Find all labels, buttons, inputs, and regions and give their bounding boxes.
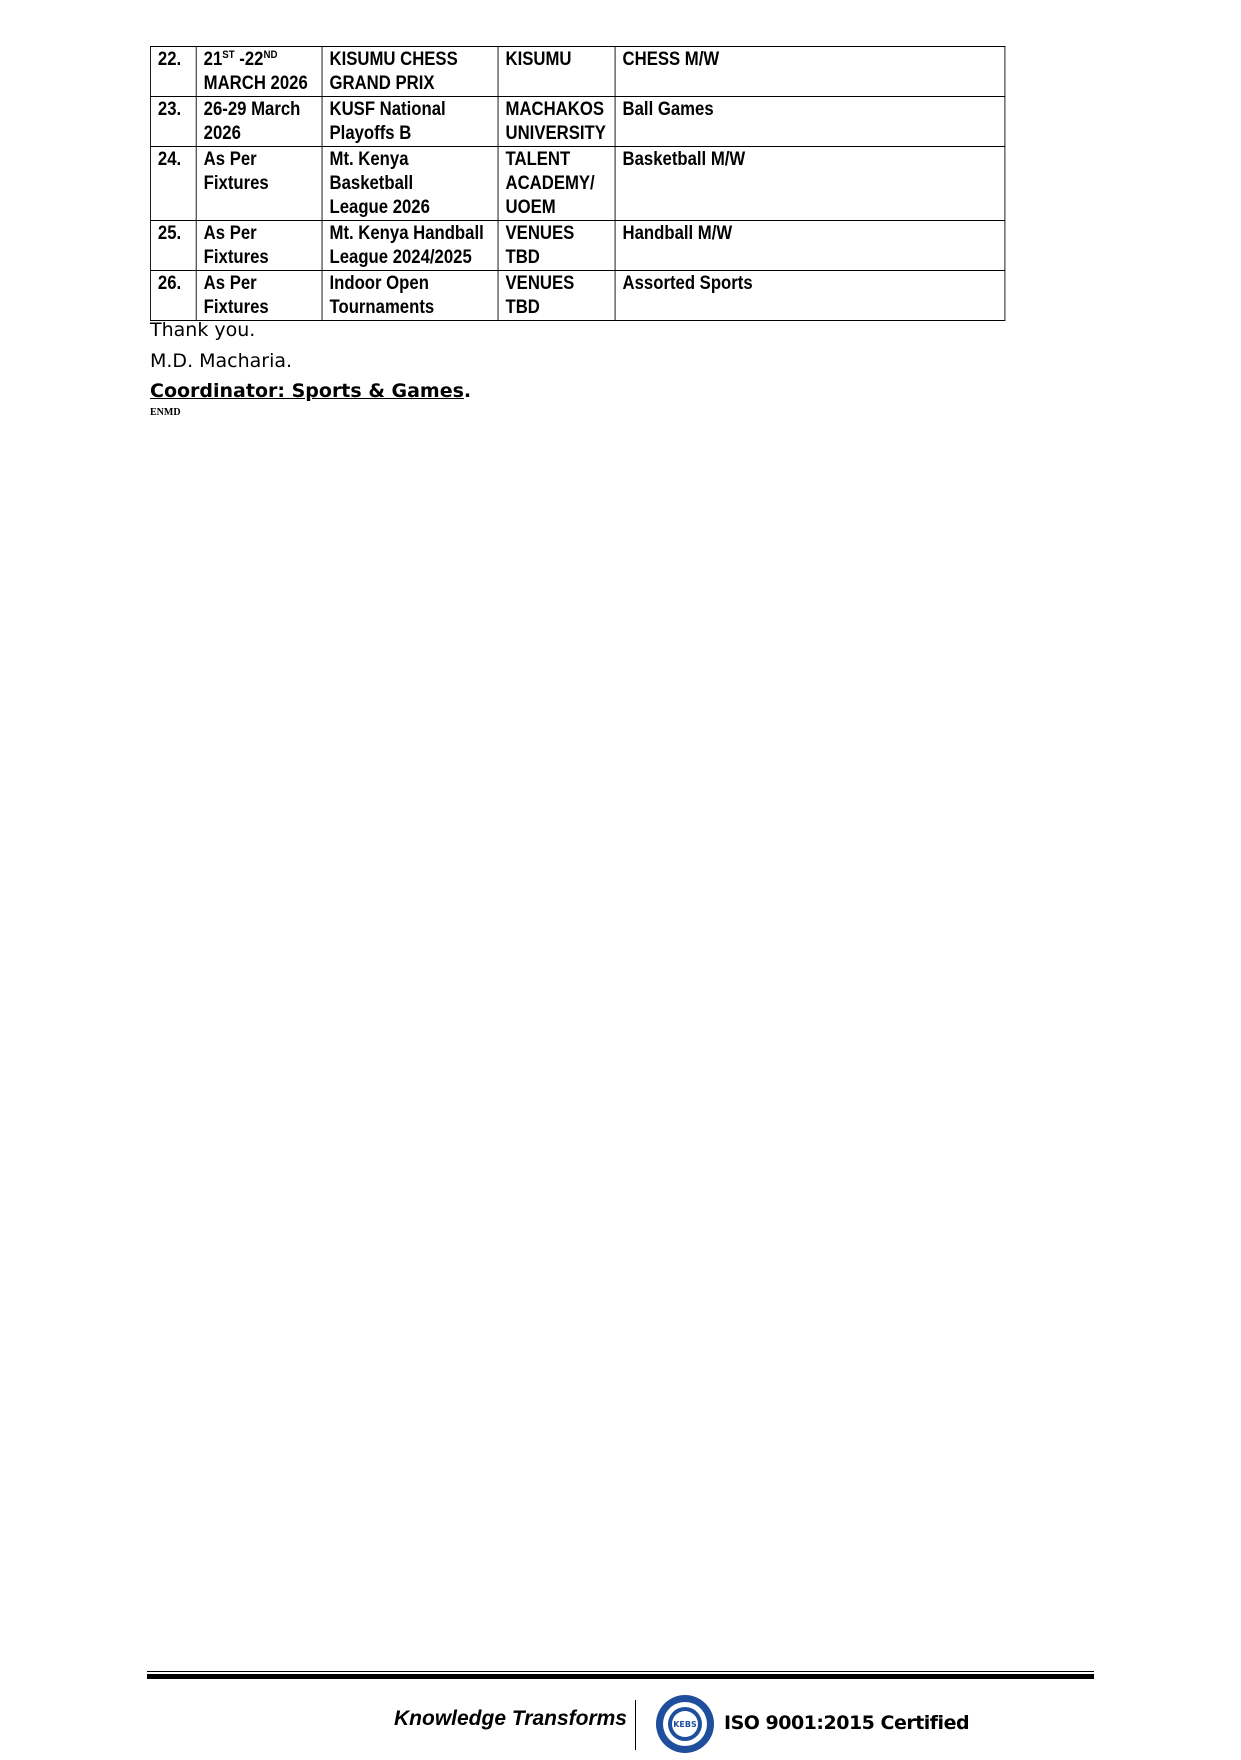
- event-sport: CHESS M/W: [615, 47, 1005, 97]
- row-number: 22.: [150, 47, 196, 97]
- row-number: 26.: [150, 271, 196, 321]
- event-venue: VENUES TBD: [498, 221, 615, 271]
- footer-vertical-divider: [635, 1700, 636, 1750]
- signatory-name: M.D. Macharia.: [150, 350, 293, 372]
- events-schedule-table: [150, 46, 1005, 321]
- reference-initials: ENMD: [150, 407, 181, 418]
- table-row: [150, 47, 1004, 97]
- kebs-seal-icon: [652, 1693, 718, 1755]
- row-number: 24.: [150, 147, 196, 221]
- closing-thanks: Thank you.: [150, 319, 256, 341]
- footer-divider-rule: [147, 1671, 1094, 1681]
- row-number: 23.: [150, 97, 196, 147]
- event-name: Mt. Kenya Basketball League 2026: [322, 147, 498, 221]
- event-venue: VENUES TBD: [498, 271, 615, 321]
- event-venue: KISUMU: [498, 47, 615, 97]
- event-name: Mt. Kenya Handball League 2024/2025: [322, 221, 498, 271]
- event-date: As Per Fixtures: [196, 271, 322, 321]
- footer-slogan: Knowledge Transforms: [394, 1707, 627, 1730]
- event-name: KUSF National Playoffs B: [322, 97, 498, 147]
- event-sport: Handball M/W: [615, 221, 1005, 271]
- table-row: [150, 221, 1004, 271]
- footer-certification: ISO 9001:2015 Certified: [724, 1712, 970, 1734]
- signatory-title: [150, 379, 471, 403]
- event-date: As Per Fixtures: [196, 221, 322, 271]
- event-sport: Ball Games: [615, 97, 1005, 147]
- table-row: [150, 271, 1004, 321]
- event-date: 21ST -22ND MARCH 2026: [196, 47, 322, 97]
- row-number: 25.: [150, 221, 196, 271]
- table-row: [150, 147, 1004, 221]
- signatory-title-period: .: [463, 380, 472, 402]
- event-date: As Per Fixtures: [196, 147, 322, 221]
- event-name: KISUMU CHESS GRAND PRIX: [322, 47, 498, 97]
- event-venue: MACHAKOS UNIVERSITY: [498, 97, 615, 147]
- logo-text: KEBS: [673, 1720, 697, 1729]
- event-sport: Assorted Sports: [615, 271, 1005, 321]
- event-venue: TALENT ACADEMY/ UOEM: [498, 147, 615, 221]
- event-date: 26-29 March 2026: [196, 97, 322, 147]
- event-name: Indoor Open Tournaments: [322, 271, 498, 321]
- event-sport: Basketball M/W: [615, 147, 1005, 221]
- signatory-title-text: Coordinator: Sports & Games: [150, 380, 464, 402]
- table-row: [150, 97, 1004, 147]
